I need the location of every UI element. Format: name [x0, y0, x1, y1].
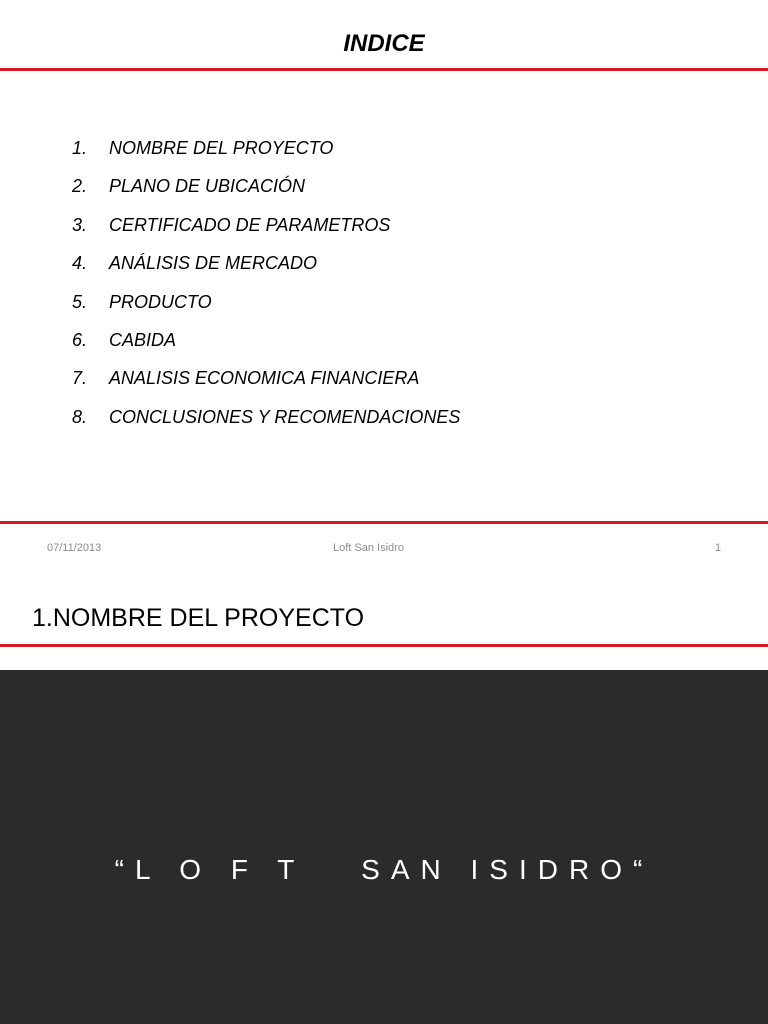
table-of-contents [72, 138, 460, 445]
toc-item [72, 253, 460, 291]
toc-item [72, 176, 460, 214]
toc-item [72, 292, 460, 330]
toc-item-label: CERTIFICADO DE PARAMETROS [109, 214, 391, 235]
toc-item-label: ANALISIS ECONOMICA FINANCIERA [109, 368, 420, 389]
toc-item [72, 368, 460, 406]
toc-item-number: 3. [72, 214, 88, 235]
toc-item-label: PRODUCTO [109, 291, 212, 312]
section-title: 1.NOMBRE DEL PROYECTO [32, 604, 365, 632]
toc-item-number: 5. [72, 291, 88, 312]
toc-item-number: 4. [72, 253, 88, 274]
project-name-panel [0, 670, 768, 1024]
title-divider [0, 68, 768, 71]
toc-item [72, 138, 460, 176]
toc-item-number: 6. [72, 329, 88, 350]
page-number: 1 [715, 542, 722, 554]
toc-item-number: 2. [72, 176, 88, 197]
toc-item-number: 8. [72, 406, 88, 427]
toc-item-number: 7. [72, 368, 88, 389]
toc-item [72, 215, 460, 253]
toc-item [72, 330, 460, 368]
toc-item-number: 1. [72, 138, 88, 158]
toc-item-label: PLANO DE UBICACIÓN [109, 176, 306, 197]
footer-divider [0, 521, 768, 524]
toc-item-label: NOMBRE DEL PROYECTO [109, 138, 334, 158]
project-name: “L O F T SAN ISIDRO“ [114, 854, 654, 885]
section-divider [0, 644, 768, 647]
toc-item-label: CONCLUSIONES Y RECOMENDACIONES [109, 406, 461, 427]
footer-title: Loft San Isidro [333, 542, 404, 554]
toc-item-label: ANÁLISIS DE MERCADO [109, 253, 318, 274]
footer-date: 07/11/2013 [47, 542, 102, 554]
toc-item-label: CABIDA [109, 329, 177, 350]
slide-title: INDICE [343, 30, 425, 57]
toc-item [72, 407, 460, 445]
